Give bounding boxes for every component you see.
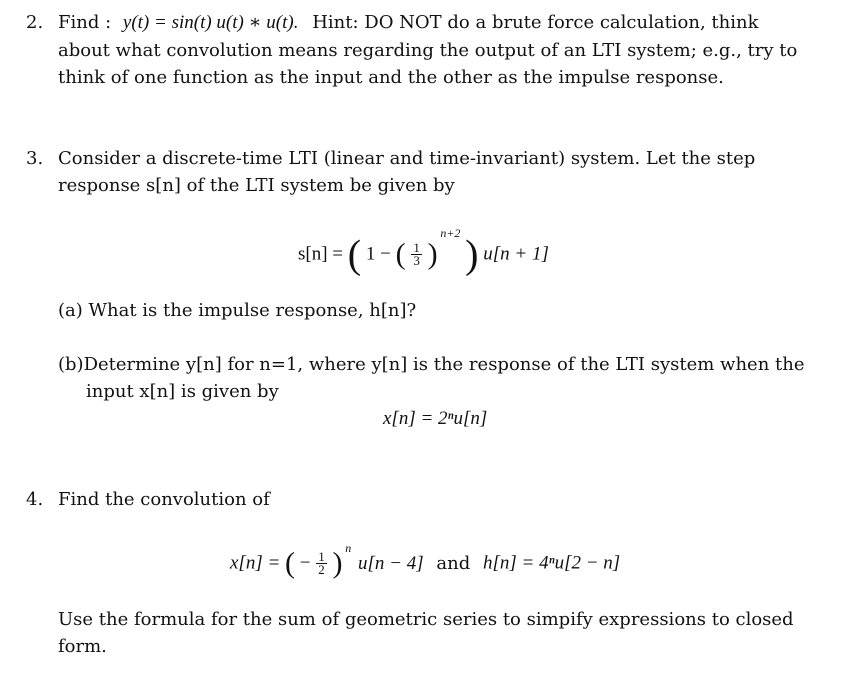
q2-equation: y(t) = sin(t) u(t) ∗ u(t). bbox=[122, 12, 299, 33]
convolution-equation: x[n] = ( − $\frac{1}{2}$ ) $^n$ u[n − 4] and h[n] = 4ⁿu[2 − n] bbox=[230, 541, 621, 580]
exponent: n+2 bbox=[440, 226, 461, 240]
q2-number: 2. bbox=[26, 12, 44, 33]
one-half-fraction: $\frac{1}{2}$ bbox=[318, 549, 325, 578]
q2-find-label: Find : bbox=[58, 12, 112, 33]
one-third-fraction: $\frac{1}{3}$ bbox=[413, 240, 420, 269]
q3-number: 3. bbox=[26, 148, 44, 169]
input-equation: x[n] = 2ⁿu[n] bbox=[383, 408, 488, 429]
q2-hint: Hint: DO NOT do a brute force calculation, think bbox=[312, 12, 759, 33]
step-response-equation: s[n] = ( 1 − ( $\frac{1}{3}$ ) $^{n+2}$ ) u[n + 1] bbox=[298, 226, 549, 277]
q4-number: 4. bbox=[26, 489, 44, 510]
